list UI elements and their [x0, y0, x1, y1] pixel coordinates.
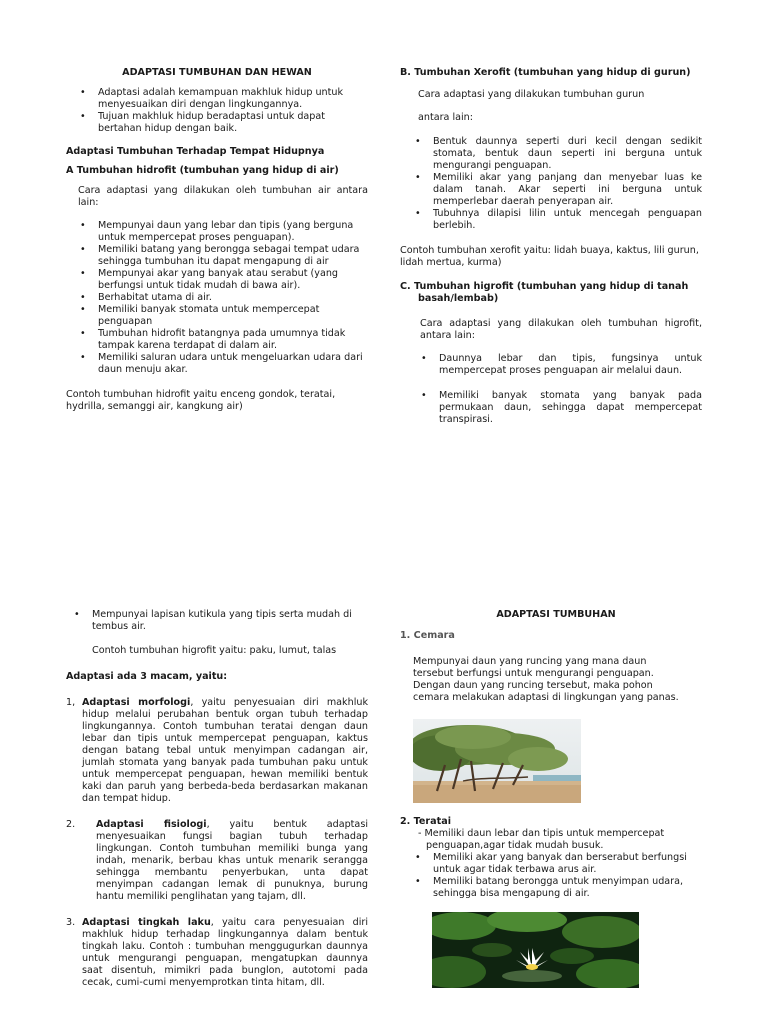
- section-title: ADAPTASI TUMBUHAN: [496, 609, 616, 620]
- list-item: • Memiliki akar yang banyak dan berserabut berfungsi untuk agar tidak terbawa arus air.: [433, 852, 702, 876]
- section-title: Adaptasi Tumbuhan Terhadap Tempat Hidupnya: [66, 146, 325, 157]
- type-item: [66, 917, 368, 989]
- quadrant-bottom-left: [66, 609, 368, 989]
- teratai-first-line: - Memiliki daun lebar dan tipis untuk mempercepat: [418, 828, 665, 839]
- list-item: • Memiliki saluran udara untuk mengeluarkan udara dari daun menuju akar.: [98, 352, 368, 376]
- types-heading: Adaptasi ada 3 macam, yaitu:: [66, 671, 228, 682]
- item-text: , yaitu penyesuaian diri makhluk hidup melalui perubahan bentuk organ tubuh terhadap lingkungannya. Contoh tumbuhan teratai dengan daun lebar dan tipis untuk mempercepat penguapan, kaktus dengan batang tebal untuk menyimpan cadangan air, jumlah stomata yang banyak pada tumbuhan paku untuk untuk mempercepat penguapan, hewan memiliki bentuk kaki dan paruh yang berbeda-beda berdasarkan makanan dan tempat hidup.: [82, 697, 368, 804]
- example-a: Contoh tumbuhan hidrofit yaitu enceng gondok, teratai, hydrilla, semanggi air, kangkung air): [66, 389, 336, 412]
- text-line: Mempunyai daun yang runcing yang mana daun: [413, 656, 647, 667]
- item-number: 2.: [66, 819, 76, 830]
- intro-bullets: [66, 87, 368, 135]
- list-item: • Daunnya lebar dan tipis, fungsinya untuk mempercepat proses penguapan air melalui daun.: [439, 353, 702, 377]
- item-text: , yaitu bentuk adaptasi menyesuaikan fungsi bagian tubuh terhadap lingkungan. Contoh tumbuhan memiliki bunga yang indah, menarik, berbau khas untuk menarik serangga sehingga membantu penyerbukan, unta dapat menyimpan cadangan lemak di punuknya, burung hantu memiliki penglihatan yang tajam, dll.: [96, 819, 368, 902]
- intro-c: Cara adaptasi yang dilakukan oleh tumbuhan higrofit, antara lain:: [420, 318, 702, 341]
- list-item: • Bentuk daunnya seperti duri kecil dengan sedikit stomata, bentuk daun seperti ini berguna untuk mengurangi penguapan.: [433, 136, 702, 172]
- text-line: tersebut berfungsi untuk mengurangi penguapan.: [413, 668, 654, 679]
- list-item: • Tubuhnya dilapisi lilin untuk mencegah penguapan berlebih.: [433, 208, 702, 232]
- subsection-c: C. Tumbuhan higrofit (tumbuhan yang hidup di tanah basah/lembab): [400, 281, 689, 304]
- list-c: [400, 353, 702, 426]
- item-body: [96, 819, 368, 903]
- cemara-photo: [413, 719, 581, 803]
- list-item: • Memiliki banyak stomata yang banyak pada permukaan daun, sehingga dapat mempercepat transpirasi.: [439, 390, 702, 426]
- list-b: [400, 136, 702, 232]
- list-item: • Mempunyai lapisan kutikula yang tipis serta mudah di tembus air.: [92, 609, 368, 633]
- intro-b-line1: Cara adaptasi yang dilakukan tumbuhan gurun: [418, 89, 645, 100]
- plant-heading-cemara: 1. Cemara: [400, 630, 455, 641]
- subsection-a: A Tumbuhan hidrofit (tumbuhan yang hidup di air): [66, 165, 339, 176]
- subsection-b: B. Tumbuhan Xerofit (tumbuhan yang hidup di gurun): [400, 67, 691, 78]
- text-line: cemara melakukan adaptasi di lingkungan yang panas.: [413, 692, 679, 703]
- cemara-text: [400, 656, 702, 704]
- list-item: • Memiliki akar yang panjang dan menyebar luas ke dalam tanah. Akar seperti ini berguna untuk memperlebar daerah penyerapan air.: [433, 172, 702, 208]
- list-item: • Berhabitat utama di air.: [98, 292, 368, 304]
- item-number: 3.: [66, 917, 76, 928]
- quadrant-bottom-right: [400, 609, 702, 704]
- list-item: • Memiliki batang berongga untuk menyimpan udara, sehingga bisa mengapung di air.: [433, 876, 702, 900]
- list-item: • Mempunyai daun yang lebar dan tipis (yang berguna untuk mempercepat proses penguapan).: [98, 220, 368, 244]
- doc-title: ADAPTASI TUMBUHAN DAN HEWAN: [122, 67, 312, 78]
- example-b: Contoh tumbuhan xerofit yaitu: lidah buaya, kaktus, lili gurun, lidah mertua, kurma): [400, 245, 699, 268]
- item-body: [82, 697, 368, 805]
- intro-a: Cara adaptasi yang dilakukan oleh tumbuhan air antara lain:: [78, 185, 368, 208]
- list-item: • Memiliki banyak stomata untuk mempercepat penguapan: [98, 304, 368, 328]
- item-number: 1,: [66, 697, 76, 708]
- example-c: Contoh tumbuhan higrofit yaitu: paku, lumut, talas: [92, 645, 337, 656]
- intro-b-line2: antara lain:: [418, 112, 473, 123]
- list-item: • Mempunyai akar yang banyak atau serabut (yang berfungsi untuk tidak mudah di bawa air).: [98, 268, 368, 292]
- list-a: [66, 220, 368, 376]
- item-term: Adaptasi tingkah laku: [82, 917, 211, 928]
- item-term: Adaptasi morfologi: [82, 697, 191, 708]
- list-item: • Tujuan makhluk hidup beradaptasi untuk dapat bertahan hidup dengan baik.: [98, 111, 368, 135]
- list-c-continued: [66, 609, 368, 633]
- item-body: [82, 917, 368, 989]
- quadrant-top-left: [66, 67, 368, 413]
- plant-heading-teratai: 2. Teratai: [400, 816, 451, 827]
- teratai-photo: [432, 912, 639, 988]
- list-item: • Adaptasi adalah kemampuan makhluk hidup untuk menyesuaikan diri dengan lingkungannya.: [98, 87, 368, 111]
- quadrant-top-right: [400, 67, 702, 426]
- list-item: • Tumbuhan hidrofit batangnya pada umumnya tidak tampak karena terdapat di dalam air.: [98, 328, 368, 352]
- text-line: Dengan daun yang runcing tersebut, maka pohon: [413, 680, 653, 691]
- teratai-first-line-cont: penguapan,agar tidak mudah busuk.: [426, 840, 604, 851]
- type-item: [66, 697, 368, 805]
- type-item: [66, 819, 368, 903]
- teratai-section: [400, 816, 702, 900]
- item-text: , yaitu cara penyesuaian diri makhluk hidup terhadap lingkungannya dalam bentuk tingkah laku. Contoh : tumbuhan menggugurkan daunnya untuk mengurangi penguapan, mengatupkan daunnya saat disentuh, mimikri pada bunglon, autotomi pada cecak, cumi-cumi menyemprotkan tinta hitam, dll.: [82, 917, 369, 988]
- list-item: • Memiliki batang yang berongga sebagai tempat udara sehingga tumbuhan itu dapat mengapung di air: [98, 244, 368, 268]
- teratai-list: [400, 852, 702, 900]
- item-term: Adaptasi fisiologi: [96, 819, 207, 830]
